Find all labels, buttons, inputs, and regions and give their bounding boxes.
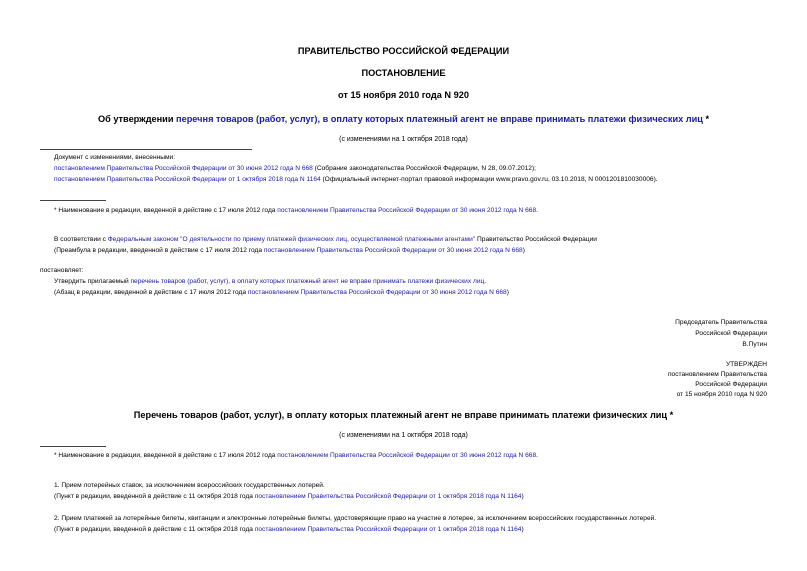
changes-note-2: (с изменениями на 1 октября 2018 года) xyxy=(339,432,468,439)
approved-line-3: от 15 ноября 2010 года N 920 xyxy=(676,391,767,398)
approve-paragraph xyxy=(54,278,486,285)
list-item-2-note-text: (Пункт в редакции, введенной в действие с 11 октября 2018 года xyxy=(54,526,255,533)
amendment-item-2 xyxy=(54,176,658,183)
footnote-1 xyxy=(54,207,538,214)
amendment-source-1: (Собрание законодательства Российской Федерации, N 28, 09.07.2012); xyxy=(312,165,536,172)
federal-law-link[interactable]: Федеральным законом "О деятельности по приему платежей физических лиц, осуществляемой платежными агентами" xyxy=(107,236,476,243)
preamble xyxy=(54,236,597,243)
preamble-note-link[interactable]: постановлением Правительства Российской Федерации от 30 июня 2012 года N 668 xyxy=(263,247,523,254)
amendment-item-1 xyxy=(54,165,536,172)
footnote-divider xyxy=(40,200,106,201)
changes-note: (с изменениями на 1 октября 2018 года) xyxy=(339,136,468,143)
resolves-word: постановляет: xyxy=(40,267,84,274)
list-item-1-note xyxy=(54,493,524,500)
amendment-link-668[interactable]: постановлением Правительства Российской Федерации от 30 июня 2012 года N 668 xyxy=(54,165,313,172)
footnote-1-text: * Наименование в редакции, введенной в действие с 17 июля 2012 года xyxy=(54,207,278,214)
approve-note-text: (Абзац в редакции, введенной в действие с 17 июля 2012 года xyxy=(54,289,248,296)
preamble-note-end: ) xyxy=(522,247,525,254)
document-date-number: от 15 ноября 2010 года N 920 xyxy=(338,90,469,100)
amendment-source-2: (Официальный интернет-портал правовой информации www.pravo.gov.ru, 03.10.2018, N 0001201810030006). xyxy=(320,176,658,183)
approved-line-1: постановлением Правительства xyxy=(667,371,767,378)
list-item-1-note-text: (Пункт в редакции, введенной в действие с 11 октября 2018 года xyxy=(54,493,255,500)
list-item-2-note-end: ) xyxy=(521,526,524,533)
preamble-start: В соответствии с xyxy=(54,236,108,243)
list-title: Перечень товаров (работ, услуг), в оплату которых платежный агент не вправе принимать платежи физических лиц * xyxy=(133,410,674,420)
approve-note xyxy=(54,289,509,296)
list-item-2: 2. Прием платежей за лотерейные билеты, квитанции и электронные лотерейные билеты, удостоверяющие право на участие в лотерее, за исключением всероссийских государственных лотерей. xyxy=(54,515,657,522)
approved-line-2: Российской Федерации xyxy=(695,381,767,388)
authority-heading: ПРАВИТЕЛЬСТВО РОССИЙСКОЙ ФЕДЕРАЦИИ xyxy=(297,46,510,56)
preamble-end: Правительство Российской Федерации xyxy=(475,236,597,243)
footnote-2 xyxy=(54,452,538,459)
document-type: ПОСТАНОВЛЕНИЕ xyxy=(361,68,446,78)
signature-country: Российской Федерации xyxy=(695,330,767,337)
divider xyxy=(40,149,252,150)
list-item-1-note-link[interactable]: постановлением Правительства Российской Федерации от 1 октября 2018 года N 1164 xyxy=(254,493,522,500)
amendment-link-1164[interactable]: постановлением Правительства Российской Федерации от 1 октября 2018 года N 1164 xyxy=(54,176,321,183)
approve-end: . xyxy=(484,278,487,285)
approve-start: Утвердить прилагаемый xyxy=(54,278,131,285)
signature-title: Председатель Правительства xyxy=(675,319,767,326)
approve-note-end: ) xyxy=(506,289,509,296)
title-prefix: Об утверждении xyxy=(97,114,177,124)
signature-name: В.Путин xyxy=(742,341,767,348)
document-title xyxy=(0,114,807,124)
preamble-note-text: (Преамбула в редакции, введенной в действие с 17 июля 2012 года xyxy=(54,247,264,254)
title-list-link[interactable]: перечня товаров (работ, услуг), в оплату которых платежный агент не вправе принимать платежи физических лиц xyxy=(176,114,703,124)
footnote-1-link[interactable]: постановлением Правительства Российской Федерации от 30 июня 2012 года N 668 xyxy=(277,207,537,214)
preamble-note xyxy=(54,247,525,254)
list-item-2-note xyxy=(54,526,524,533)
approve-list-link[interactable]: перечень товаров (работ, услуг), в оплату которых платежный агент не вправе принимать платежи физических лиц xyxy=(130,278,485,285)
amendments-intro: Документ с изменениями, внесенными: xyxy=(54,154,176,161)
list-item-2-note-link[interactable]: постановлением Правительства Российской Федерации от 1 октября 2018 года N 1164 xyxy=(254,526,522,533)
footnote-2-text: * Наименование в редакции, введенной в действие с 17 июля 2012 года xyxy=(54,452,278,459)
list-item-1: 1. Прием лотерейных ставок, за исключением всероссийских государственных лотерей. xyxy=(54,482,325,489)
footnote-2-link[interactable]: постановлением Правительства Российской Федерации от 30 июня 2012 года N 668 xyxy=(277,452,537,459)
footnote-divider-2 xyxy=(40,446,106,447)
title-suffix: * xyxy=(702,114,710,124)
footnote-2-end: . xyxy=(536,452,538,459)
approve-note-link[interactable]: постановлением Правительства Российской Федерации от 30 июня 2012 года N 668 xyxy=(247,289,507,296)
list-item-1-note-end: ) xyxy=(521,493,524,500)
footnote-1-end: . xyxy=(536,207,538,214)
approved-word: УТВЕРЖДЕН xyxy=(725,361,767,368)
